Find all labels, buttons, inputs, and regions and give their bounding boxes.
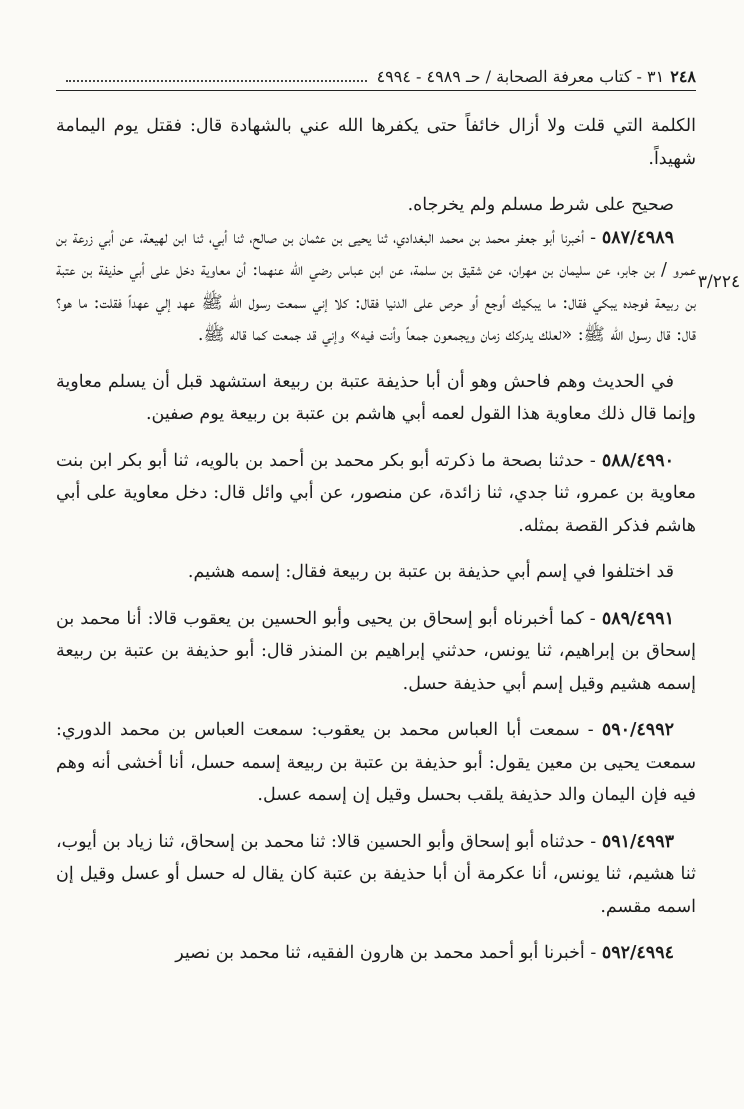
hadith-text: - سمعت أبا العباس محمد بن يعقوب: سمعت العباس بن محمد الدوري: سمعت يحيى بن معين يقول: أبو حذيفة بن عتبة بن ربيعة إسمه حسل، أنا أخشى أنه وهم فيه فإن اليمان والد حذيفة يلقب بحسل وقيل إن إسمه عسل. [56, 720, 696, 805]
hadith-text: - حدثنا بصحة ما ذكرته أبو بكر محمد بن أحمد بن بالويه، ثنا أبو بكر ابن بنت معاوية بن عمرو، ثنا جدي، ثنا زائدة، عن منصور، عن أبي وائل قال: دخل معاوية على أبي هاشم فذكر القصة بمثله. [56, 450, 696, 536]
header-leader-dots [66, 70, 367, 82]
hadith-4993 [56, 826, 696, 924]
hadith-4990 [56, 445, 696, 543]
paragraph-text: الكلمة التي قلت ولا أزال خائفاً حتى يكفرها الله عني بالشهادة قال: فقتل يوم اليمامة شهيداً. [56, 116, 696, 169]
running-header [56, 62, 696, 91]
header-title: ٣١ - كتاب معرفة الصحابة / حـ ٤٩٨٩ - ٤٩٩٤ [376, 66, 665, 86]
hadith-number: ٥٩٢/٤٩٩٤ [601, 943, 674, 963]
hadith-number: ٥٨٧/٤٩٨٩ [601, 227, 674, 248]
hadith-number: ٥٩١/٤٩٩٣ [601, 831, 674, 852]
page-number: ٢٤٨ [670, 66, 696, 86]
paragraph-name-note [56, 556, 696, 589]
hadith-number: ٥٨٩/٤٩٩١ [601, 608, 674, 629]
hadith-number: ٥٩٠/٤٩٩٢ [601, 720, 674, 740]
hadith-number: ٥٨٨/٤٩٩٠ [601, 450, 674, 471]
paragraph-continuation [56, 110, 696, 175]
paragraph-text: في الحديث وهم فاحش وهو أن أبا حذيفة عتبة بن ربيعة استشهد قبل أن يسلم معاوية وإنما قال ذلك معاوية هذا القول لعمه أبي هاشم بن عتبة بن ربيعة يوم صفين. [56, 371, 696, 424]
paragraph-commentary [56, 366, 696, 431]
hadith-text: - كما أخبرناه أبو إسحاق بن يحيى وأبو الحسين بن يعقوب قالا: أنا محمد بن إسحاق بن إبراهيم، ثنا يونس، حدثني إبراهيم بن المنذر قال: أبو حذيفة بن عتبة بن ربيعة إسمه هشيم وقيل إسم أبي حذيفة حسل. [56, 608, 696, 694]
page-body [56, 110, 696, 970]
paragraph-grading [56, 189, 696, 222]
hadith-4994 [56, 937, 696, 970]
hadith-text: - أخبرنا أبو أحمد محمد بن هارون الفقيه، ثنا محمد بن نصير [175, 943, 602, 963]
margin-reference: ٣/٢٢٤ [697, 272, 741, 292]
hadith-text: - حدثناه أبو إسحاق وأبو الحسين قالا: ثنا محمد بن إسحاق، ثنا زياد بن أيوب، ثنا هشيم، ثنا يونس، أنا عكرمة أن أبا حذيفة بن عتبة كان يقال له حسل أو عسل وقيل إن اسمه مقسم. [56, 831, 696, 917]
hadith-4989 [56, 222, 696, 352]
hadith-4992 [56, 714, 696, 812]
hadith-text: - أخبرنا أبو جعفر محمد بن محمد البغدادي، ثنا يحيى بن عثمان بن صالح، ثنا أبي، ثنا ابن لهيعة، عن أبي زرعة بن عمرو / بن جابر، عن سليمان بن مهران، عن شقيق بن سلمة، عن ابن عباس رضي الله عنهما: أن معاوية دخل على أبي حذيفة بن عتبة بن ربيعة فوجده يبكي فقال: ما يبكيك أوجع أو حرص على الدنيا فقال: كلا إني سمعت رسول الله ﷺ عهد إلي عهداً فقلت: ما هو؟ قال: قال رسول الله ﷺ: «لعلك يدركك زمان ويجمعون جمعاً وأنت فيه» وإني قد جمعت كما قاله ﷺ. [56, 227, 696, 345]
paragraph-text: صحيح على شرط مسلم ولم يخرجاه. [407, 195, 674, 215]
hadith-4991 [56, 603, 696, 701]
paragraph-text: قد اختلفوا في إسم أبي حذيفة بن عتبة بن ربيعة فقال: إسمه هشيم. [187, 562, 674, 582]
